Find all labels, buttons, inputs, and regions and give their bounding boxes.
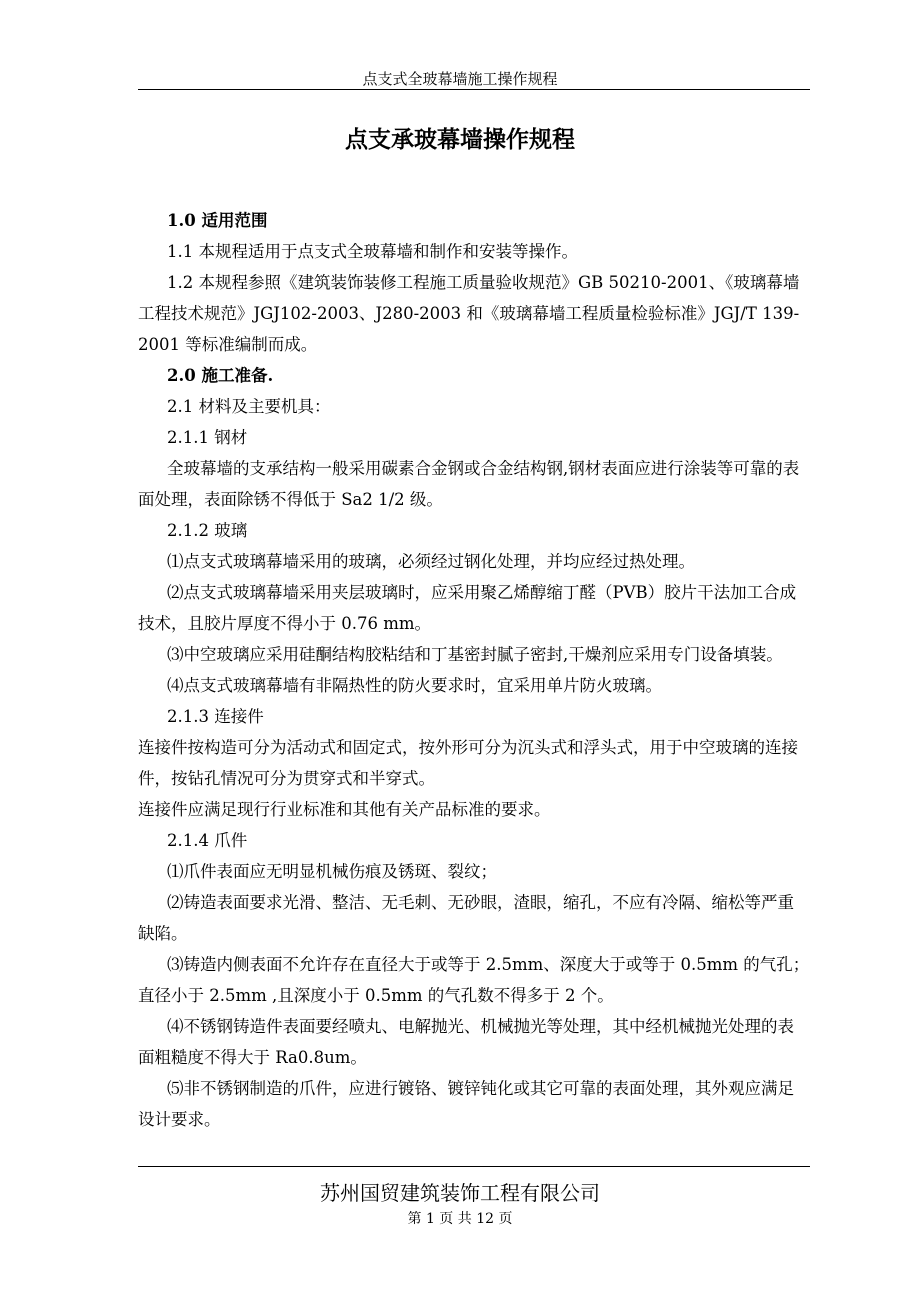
subsection-heading: 2.1.2 玻璃 [167, 521, 248, 540]
subsection-heading: 2.1.4 爪件 [167, 831, 248, 850]
list-item: ⑴爪件表面应无明显机械伤痕及锈斑、裂纹； [167, 862, 497, 881]
document-title: 点支承玻幕墙操作规程 [345, 127, 575, 153]
section-heading: 1.0 适用范围 [167, 211, 268, 230]
subsection-heading: 2.1.3 连接件 [167, 707, 264, 726]
list-item: ⑶中空玻璃应采用硅酮结构胶粘结和丁基密封腻子密封,干燥剂应采用专门设备填装。 [167, 645, 783, 664]
list-item: ⑷点支式玻璃幕墙有非隔热性的防火要求时，宜采用单片防火玻璃。 [167, 676, 662, 695]
paragraph: 连接件按构造可分为活动式和固定式，按外形可分为沉头式和浮头式，用于中空玻璃的连接件，按钻孔情况可分为贯穿式和半穿式。 [138, 738, 798, 788]
paragraph: 2.1 材料及主要机具： [167, 397, 331, 416]
list-item: ⑷不锈钢铸造件表面要经喷丸、电解抛光、机械抛光等处理，其中经机械抛光处理的表面粗糙度不得大于 Ra0.8um。 [138, 1017, 794, 1067]
paragraph: 连接件应满足现行行业标准和其他有关产品标准的要求。 [138, 800, 551, 819]
list-item: ⑸非不锈钢制造的爪件，应进行镀铬、镀锌钝化或其它可靠的表面处理，其外观应满足设计要求。 [138, 1079, 794, 1129]
paragraph: 全玻幕墙的支承结构一般采用碳素合金钢或合金结构钢,钢材表面应进行涂装等可靠的表面处理，表面除锈不得低于 Sa2 1/2 级。 [138, 459, 800, 509]
page-number: 第 1 页 共 12 页 [407, 1211, 513, 1227]
list-item: ⑵铸造表面要求光滑、整洁、无毛刺、无砂眼，渣眼，缩孔，不应有冷隔、缩松等严重缺陷。 [138, 893, 794, 943]
header-divider [138, 89, 810, 90]
section-heading: 2.0 施工准备. [167, 366, 274, 385]
subsection-heading: 2.1.1 钢材 [167, 428, 248, 447]
document-body [138, 205, 810, 1135]
list-item: ⑶铸造内侧表面不允许存在直径大于或等于 2.5mm、深度大于或等于 0.5mm 的气孔；直径小于 2.5mm ,且深度小于 0.5mm 的气孔数不得多于 2 个。 [138, 955, 810, 1005]
list-item: ⑵点支式玻璃幕墙采用夹层玻璃时，应采用聚乙烯醇缩丁醛（PVB）胶片干法加工合成技术，且胶片厚度不得小于 0.76 mm。 [138, 583, 797, 633]
footer-divider [138, 1166, 810, 1167]
paragraph: 1.2 本规程参照《建筑装饰装修工程施工质量验收规范》GB 50210-2001、《玻璃幕墙工程技术规范》JGJ102-2003、J280-2003 和《玻璃幕墙工程质量检验标准》JGJ/T 139-2001 等标准编制而成。 [138, 273, 800, 354]
running-header: 点支式全玻幕墙施工操作规程 [362, 70, 558, 88]
list-item: ⑴点支式玻璃幕墙采用的玻璃，必须经过钢化处理，并均应经过热处理。 [167, 552, 695, 571]
company-name: 苏州国贸建筑装饰工程有限公司 [320, 1181, 600, 1205]
paragraph: 1.1 本规程适用于点支式全玻幕墙和制作和安装等操作。 [167, 242, 578, 261]
